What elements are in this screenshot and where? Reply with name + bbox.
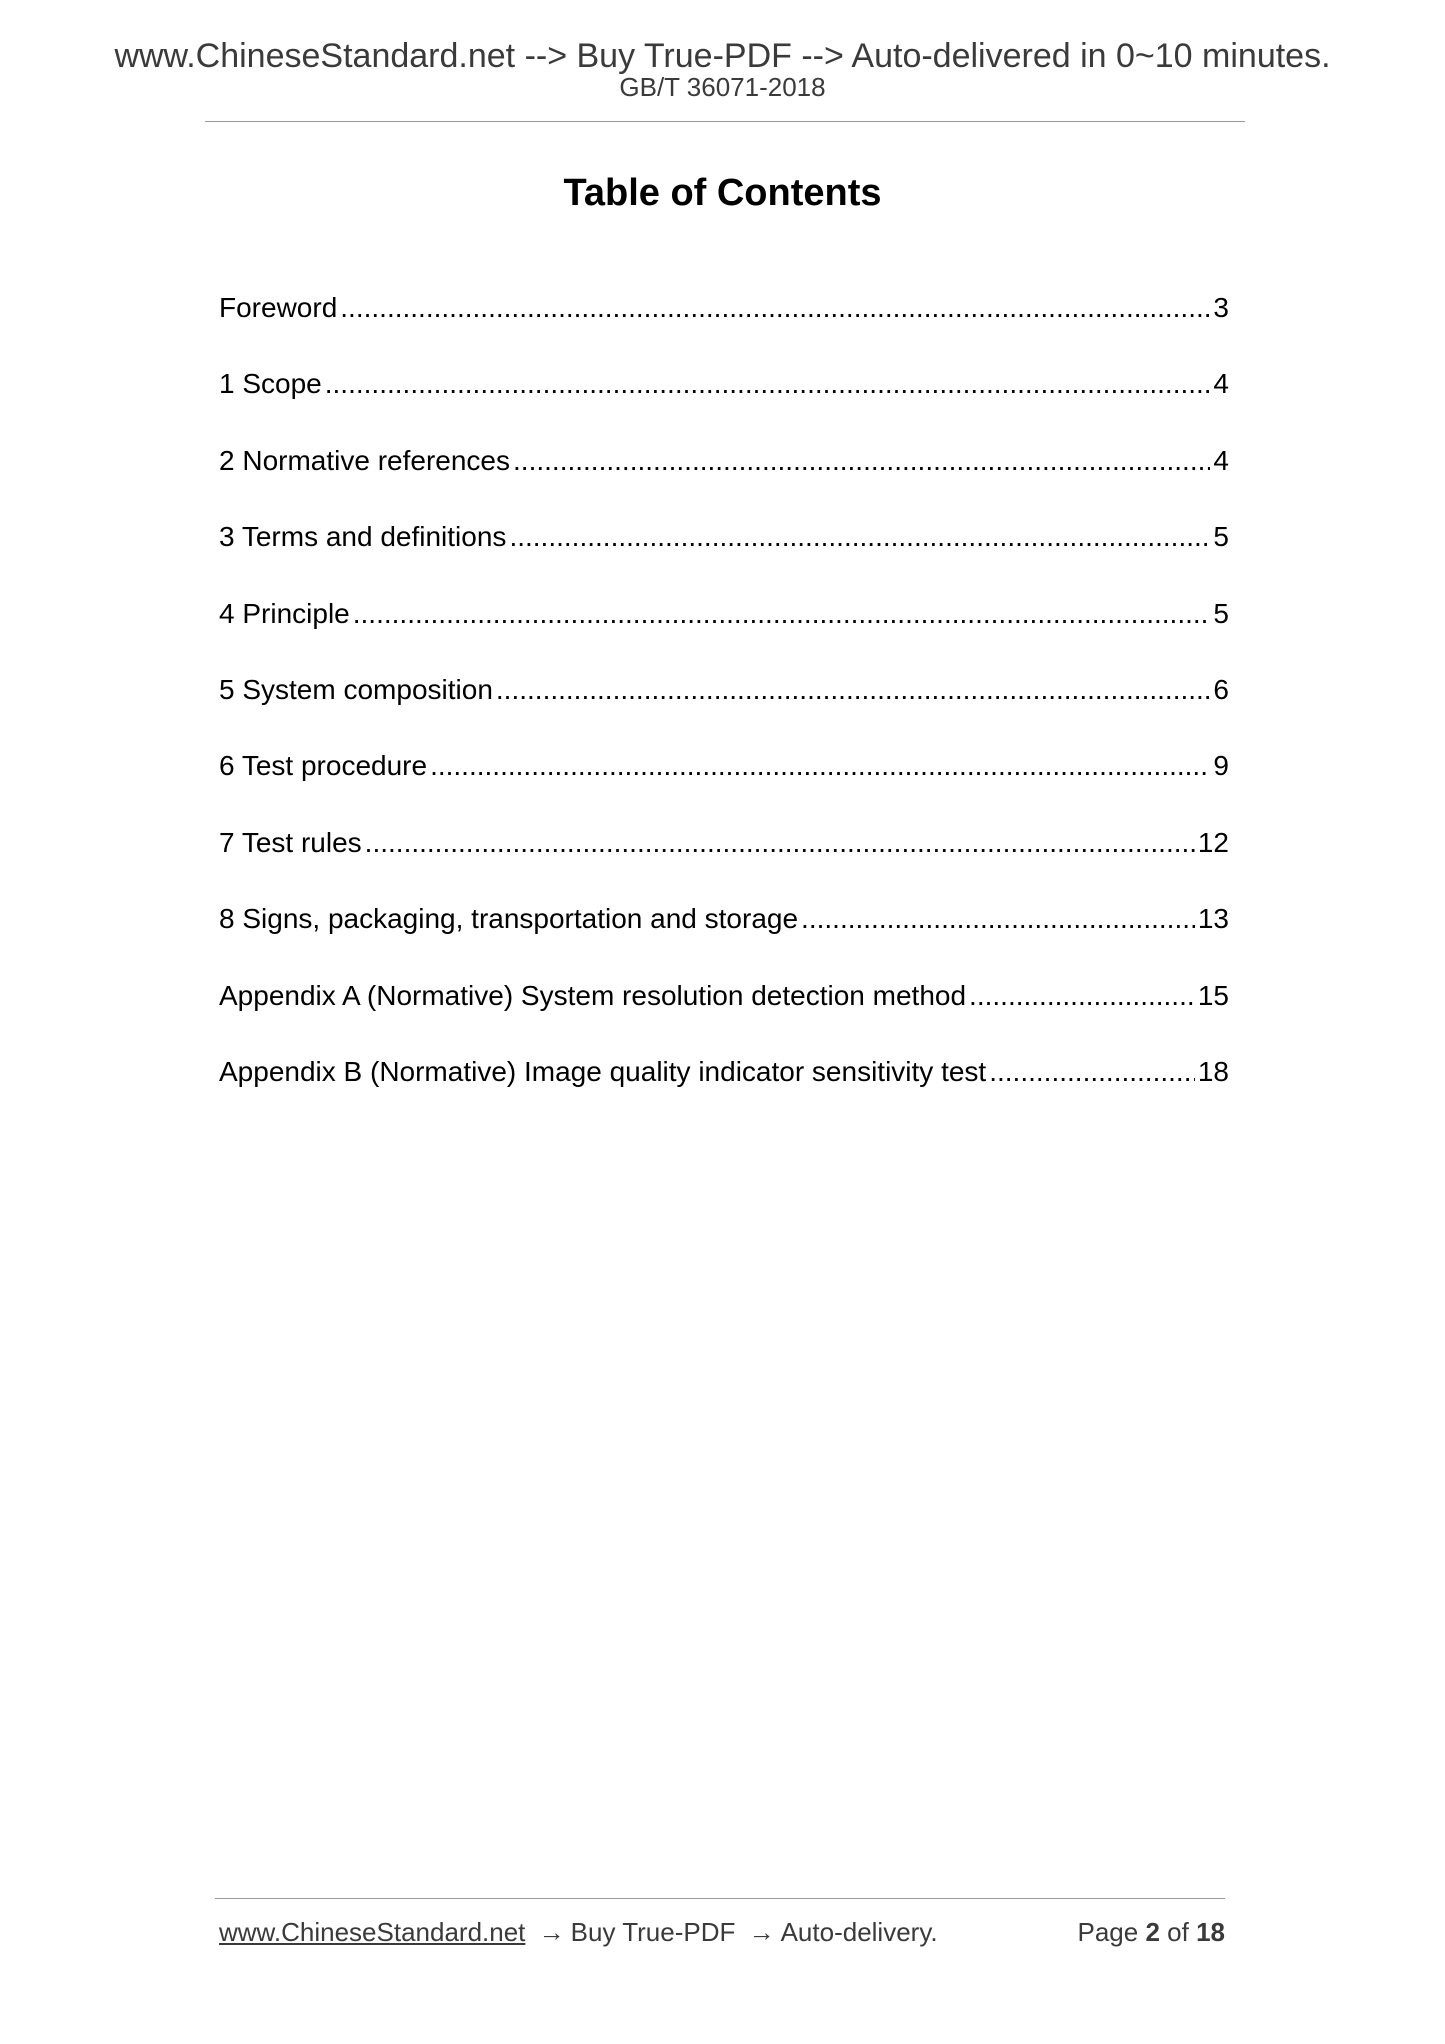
toc-entry[interactable] — [219, 667, 1229, 743]
toc-entry-label: 1 Scope — [219, 368, 322, 400]
toc-entry-page: 15 — [1197, 979, 1229, 1011]
toc-dot-leader — [353, 591, 1211, 637]
toc-entry-page: 3 — [1213, 292, 1229, 323]
document-code: GB/T 36071-2018 — [619, 72, 826, 102]
toc-entry-page: 5 — [1213, 597, 1229, 629]
toc-entry-page: 4 — [1213, 368, 1229, 400]
toc-entry[interactable] — [219, 285, 1229, 361]
toc-dot-leader — [969, 973, 1195, 1019]
footer-promo — [219, 1915, 938, 1949]
toc-entry[interactable] — [219, 438, 1229, 514]
toc-dot-leader — [365, 820, 1195, 866]
toc-entry[interactable] — [219, 973, 1229, 1049]
toc-entry-label: 3 Terms and definitions — [219, 521, 507, 553]
toc-entry-page: 4 — [1213, 444, 1229, 476]
header-divider — [205, 121, 1245, 122]
toc-entry-page: 18 — [1197, 1055, 1229, 1087]
toc-dot-leader — [430, 743, 1210, 789]
toc-entry-label: 6 Test procedure — [219, 750, 428, 782]
toc-entry[interactable] — [219, 896, 1229, 972]
toc-entry-label: 4 Principle — [219, 597, 350, 629]
toc-entry[interactable] — [219, 820, 1229, 896]
page-number — [1077, 1915, 1225, 1949]
toc-entry-page: 12 — [1197, 826, 1229, 858]
page-current: 2 — [1145, 1917, 1160, 1947]
arrow-right-icon: → — [538, 1917, 565, 1947]
toc-entry-page: 6 — [1213, 673, 1229, 705]
toc-entry-label: 5 System composition — [219, 673, 493, 705]
toc-entry-page: 5 — [1213, 521, 1229, 553]
toc-entry[interactable] — [219, 743, 1229, 819]
toc-dot-leader — [496, 667, 1211, 713]
top-banner: www.ChineseStandard.net --> Buy True-PDF --> Auto-delivered in 0~10 minutes. — [114, 37, 1331, 75]
toc-entry-label: Appendix A (Normative) System resolution detection method — [219, 979, 967, 1011]
toc-entry-label: Foreword — [219, 292, 338, 323]
toc-dot-leader — [989, 1049, 1195, 1095]
toc-dot-leader — [340, 285, 1210, 331]
table-of-contents — [219, 285, 1229, 1125]
toc-entry-label: Appendix B (Normative) Image quality indicator sensitivity test — [219, 1055, 987, 1087]
toc-dot-leader — [801, 896, 1195, 942]
footer-divider — [215, 1898, 1225, 1899]
toc-entry-page: 9 — [1213, 750, 1229, 782]
footer-delivery-text: Auto-delivery. — [780, 1917, 938, 1947]
toc-entry-page: 13 — [1197, 903, 1229, 935]
toc-entry[interactable] — [219, 1049, 1229, 1125]
toc-entry-label: 8 Signs, packaging, transportation and storage — [219, 903, 799, 935]
toc-dot-leader — [513, 438, 1210, 484]
page-label: Page — [1077, 1917, 1139, 1947]
page-of-label: of — [1167, 1917, 1189, 1947]
toc-entry-label: 2 Normative references — [219, 444, 511, 476]
page-title: Table of Contents — [563, 172, 882, 214]
toc-entry[interactable] — [219, 591, 1229, 667]
footer-site-link[interactable]: www.ChineseStandard.net — [219, 1917, 526, 1947]
toc-dot-leader — [325, 361, 1211, 407]
toc-dot-leader — [509, 514, 1210, 560]
arrow-right-icon: → — [748, 1917, 775, 1947]
toc-entry[interactable] — [219, 514, 1229, 590]
page-total: 18 — [1196, 1917, 1225, 1947]
toc-entry[interactable] — [219, 361, 1229, 437]
toc-entry-label: 7 Test rules — [219, 826, 362, 858]
footer-buy-text: Buy True-PDF — [570, 1917, 736, 1947]
